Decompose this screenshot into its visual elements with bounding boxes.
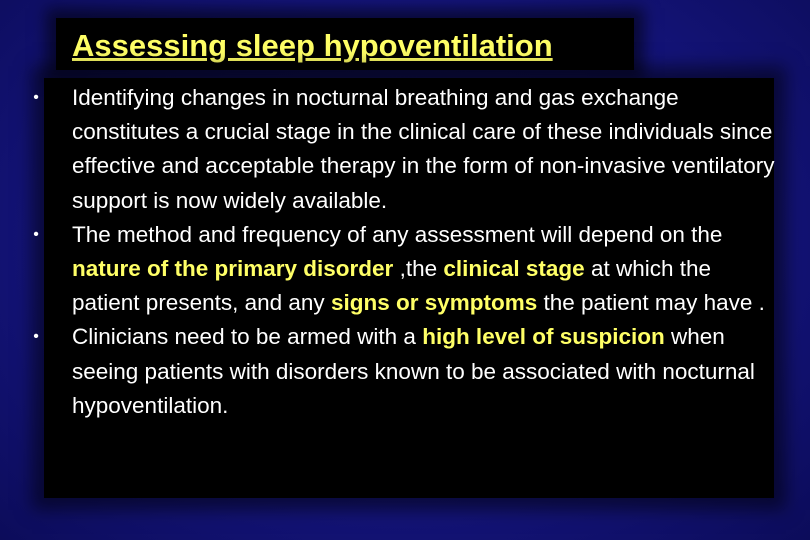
bullet-text: at which the patient presents, and any <box>72 256 712 316</box>
slide-title: Assessing sleep hypoventilation <box>72 28 553 63</box>
bullet-text: the patient may have . <box>537 290 765 316</box>
highlight-text: high level of suspicion <box>422 324 665 350</box>
bullet-item <box>28 81 778 218</box>
bullet-dot-icon: • <box>33 225 39 243</box>
bullet-item <box>28 320 778 423</box>
highlight-text: signs or symptoms <box>330 290 538 316</box>
bullet-dot-icon: • <box>33 328 39 346</box>
bullet-text: when seeing patients with disorders known to be associated with nocturnal hypoventilation. <box>72 324 755 418</box>
highlight-text: clinical stage <box>443 256 585 282</box>
bullet-text: Clinicians need to be armed with a <box>72 324 423 350</box>
bullet-text: Identifying changes in nocturnal breathing and gas exchange constitutes a crucial stage in the clinical care of these individuals since effective and acceptable therapy in the form of non-invasive ventilatory support is now widely available. <box>72 85 775 213</box>
bullet-dot-icon: • <box>33 89 39 106</box>
bullet-list <box>28 81 778 423</box>
bullet-text: ,the <box>393 256 444 282</box>
bullet-item <box>28 218 778 321</box>
highlight-text: nature of the primary disorder <box>72 256 394 282</box>
bullet-text: The method and frequency of any assessment will depend on the <box>72 221 723 247</box>
